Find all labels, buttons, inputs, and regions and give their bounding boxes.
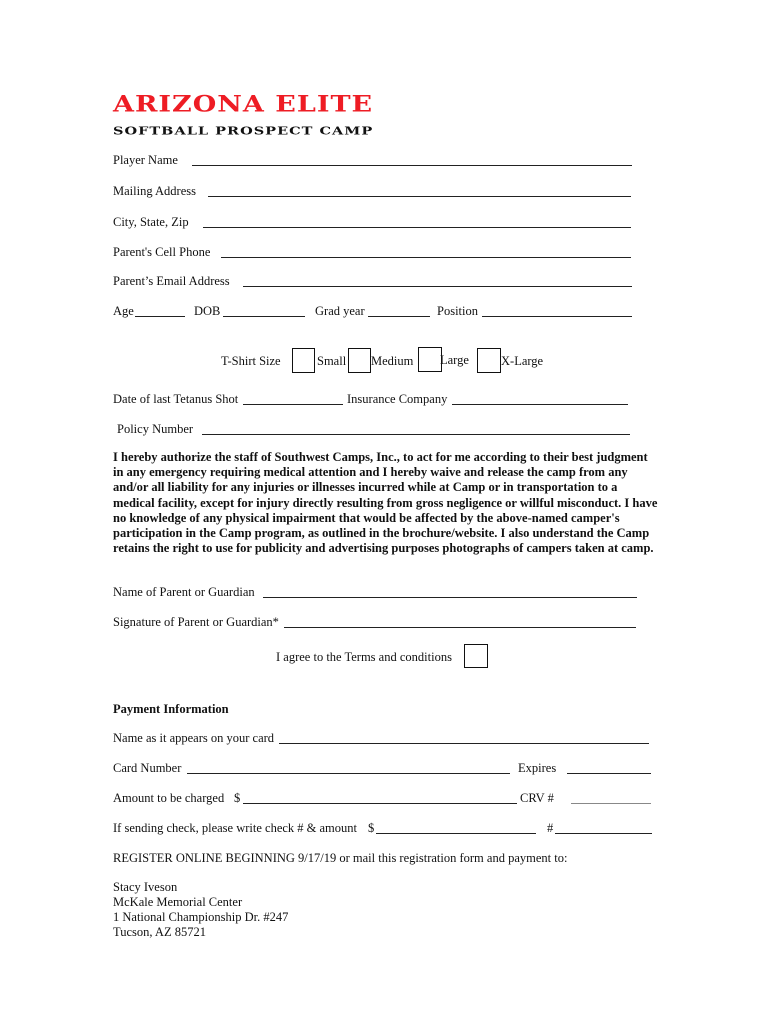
dob-label: DOB (194, 304, 221, 318)
waiver-text: I hereby authorize the staff of Southwest Camps, Inc., to act for me according to their best judgment in any emergency requiring medical attention and I hereby waive and release the camp from any and/or all liability for any injuries or illnesses incurred while at Camp or in transportation to a medical facility, except for injury directly resulting from gross negligence or willful misconduct. I have no knowledge of any physical impairment that would be affected by the above-named camper's participation in the Camp program, as outlined in the brochure/website. I also understand the Camp retains the right to use for publicity and advertising purposes photographs of campers taken at camp. (113, 450, 658, 556)
tshirt-small-checkbox[interactable] (292, 348, 315, 373)
register-text: REGISTER ONLINE BEGINNING 9/17/19 or mail this registration form and payment to: (113, 851, 568, 865)
position-label: Position (437, 304, 478, 318)
tshirt-medium-label: Medium (371, 354, 414, 368)
mailing-address-field[interactable] (208, 196, 631, 197)
check-number-field[interactable] (555, 833, 652, 834)
check-amount-field[interactable] (376, 833, 536, 834)
tetanus-field[interactable] (243, 404, 343, 405)
expires-field[interactable] (567, 773, 651, 774)
tshirt-size-label: T-Shirt Size (221, 354, 281, 368)
age-label: Age (113, 304, 134, 318)
expires-label: Expires (518, 761, 557, 775)
tshirt-small-label: Small (317, 354, 347, 368)
card-number-field[interactable] (187, 773, 510, 774)
insurance-field[interactable] (452, 404, 628, 405)
card-number-label: Card Number (113, 761, 182, 775)
mailing-address-label: Mailing Address (113, 184, 196, 198)
payment-heading: Payment Information (113, 702, 229, 716)
crv-field[interactable] (571, 803, 651, 804)
name-on-card-field[interactable] (279, 743, 649, 744)
parent-name-label: Name of Parent or Guardian (113, 585, 255, 599)
parent-cell-field[interactable] (221, 257, 631, 258)
address-line-2: McKale Memorial Center (113, 895, 243, 909)
check-dollar-sign: $ (368, 821, 375, 835)
policy-number-label: Policy Number (117, 422, 194, 436)
amount-field[interactable] (243, 803, 517, 804)
terms-label: I agree to the Terms and conditions (276, 650, 452, 664)
parent-email-label: Parent’s Email Address (113, 274, 230, 288)
signature-field[interactable] (284, 627, 636, 628)
insurance-label: Insurance Company (347, 392, 448, 406)
city-state-zip-label: City, State, Zip (113, 215, 189, 229)
tshirt-xlarge-checkbox[interactable] (477, 348, 501, 373)
age-field[interactable] (135, 316, 185, 317)
dob-field[interactable] (223, 316, 305, 317)
tetanus-label: Date of last Tetanus Shot (113, 392, 239, 406)
camp-subtitle: SOFTBALL PROSPECT CAMP (113, 124, 374, 138)
policy-number-field[interactable] (202, 434, 630, 435)
parent-name-field[interactable] (263, 597, 637, 598)
player-name-field[interactable] (192, 165, 632, 166)
tshirt-medium-checkbox[interactable] (348, 348, 371, 373)
tshirt-large-label: Large (440, 353, 469, 367)
amount-dollar-sign: $ (234, 791, 241, 805)
address-line-4: Tucson, AZ 85721 (113, 925, 206, 939)
tshirt-xlarge-label: X-Large (501, 354, 544, 368)
player-name-label: Player Name (113, 153, 178, 167)
grad-year-label: Grad year (315, 304, 365, 318)
signature-label: Signature of Parent or Guardian* (113, 615, 279, 629)
parent-email-field[interactable] (243, 286, 632, 287)
check-label: If sending check, please write check # & amount (113, 821, 358, 835)
grad-year-field[interactable] (368, 316, 430, 317)
name-on-card-label: Name as it appears on your card (113, 731, 275, 745)
crv-label: CRV # (520, 791, 554, 805)
city-state-zip-field[interactable] (203, 227, 631, 228)
camp-title: ARIZONA ELITE (113, 92, 374, 118)
terms-checkbox[interactable] (464, 644, 488, 668)
address-line-3: 1 National Championship Dr. #247 (113, 910, 289, 924)
parent-cell-label: Parent's Cell Phone (113, 245, 211, 259)
tshirt-large-checkbox[interactable] (418, 347, 442, 372)
check-number-hash: # (547, 821, 554, 835)
position-field[interactable] (482, 316, 632, 317)
address-line-1: Stacy Iveson (113, 880, 178, 894)
amount-label: Amount to be charged (113, 791, 225, 805)
